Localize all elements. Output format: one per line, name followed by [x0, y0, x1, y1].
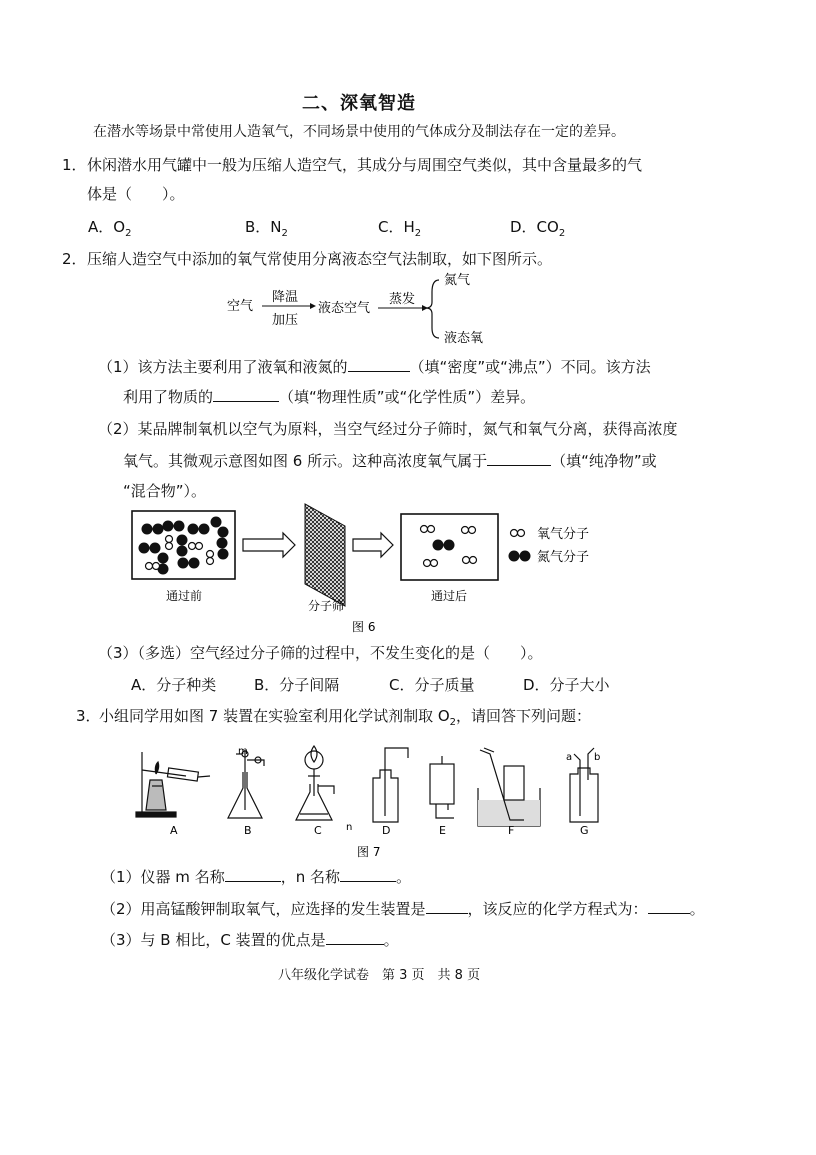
- apparatus-label-c: C: [314, 824, 322, 837]
- q2-p3-option-c[interactable]: C．分子质量: [389, 676, 475, 694]
- flow-evaporate-label: 蒸发: [389, 292, 416, 307]
- section-intro: 在潜水等场景中常使用人造氧气，不同场景中使用的气体成分及制法存在一定的差异。: [93, 124, 625, 140]
- figure-6-caption: 图 6: [352, 620, 376, 634]
- figure-7-caption: 图 7: [357, 845, 381, 859]
- apparatus-c: [296, 746, 334, 820]
- before-label: 通过前: [166, 589, 203, 603]
- apparatus-label-e: E: [439, 824, 446, 837]
- apparatus-label-g: G: [580, 824, 589, 837]
- q1-option-c[interactable]: C．$H_2$: [378, 218, 422, 239]
- arrow-to-sieve: [243, 533, 295, 557]
- flow-liquid-oxygen-label: 液态氧: [444, 331, 484, 346]
- q2-p1-blank-1[interactable]: [348, 357, 410, 372]
- q3-p2-blank-device[interactable]: [426, 899, 468, 914]
- q2-p3-stem: （3）（多选）空气经过分子筛的过程中，不发生变化的是（ ）。: [98, 644, 543, 662]
- flow-liquid-air-label: 液态空气: [318, 301, 371, 316]
- flow-press-label: 加压: [272, 313, 299, 328]
- q2-p1-line2: 利用了物质的 （填“物理性质”或“化学性质”）差异。: [123, 388, 536, 406]
- after-label: 通过后: [431, 589, 468, 603]
- q3-p3: （3）与 B 相比，C 装置的优点是 。: [101, 931, 399, 949]
- q3-p3-blank[interactable]: [326, 930, 384, 945]
- apparatus-label-f: F: [508, 824, 515, 837]
- q3-number: 3．: [76, 707, 101, 725]
- q1-option-a[interactable]: A．$O_2$: [88, 218, 132, 239]
- q2-p2-line1: （2）某品牌制氧机以空气为原料，当空气经过分子筛时，氮气和氧气分离，获得高浓度: [98, 420, 678, 438]
- q3-p2-blank-equation[interactable]: [648, 899, 690, 914]
- flow-cool-label: 降温: [272, 290, 299, 305]
- apparatus-b: [228, 750, 264, 818]
- q2-p3-option-a[interactable]: A．分子种类: [131, 676, 217, 694]
- apparatus-label-d: D: [382, 824, 391, 837]
- apparatus-d: [373, 748, 408, 822]
- q2-p2-blank[interactable]: [487, 451, 551, 466]
- q3-stem: 小组同学用如图 7 装置在实验室利用化学试剂制取 $O_2$，请回答下列问题：: [99, 707, 592, 728]
- separation-flow-diagram: [220, 268, 510, 348]
- flow-brace: [426, 280, 439, 338]
- q3-p1-blank-n[interactable]: [340, 867, 396, 882]
- page-footer: 八年级化学试卷 第 3 页 共 8 页: [278, 968, 481, 983]
- q3-p1: （1）仪器 m 名称 ，n 名称 。: [101, 868, 411, 886]
- q2-stem: 压缩人造空气中添加的氧气常使用分离液态空气法制取，如下图所示。: [87, 250, 553, 268]
- q2-p3-option-d[interactable]: D．分子大小: [523, 676, 610, 694]
- q3-p2: （2）用高锰酸钾制取氧气，应选择的发生装置是 ，该反应的化学方程式为： 。: [101, 900, 705, 918]
- q1-option-b[interactable]: B．$N_2$: [245, 218, 288, 239]
- q1-number: 1．: [62, 156, 87, 174]
- apparatus-e: [430, 756, 454, 818]
- label-n: n: [346, 822, 353, 833]
- section-title: 二、深氧智造: [302, 93, 416, 114]
- figure-7-apparatus: [128, 740, 618, 862]
- q2-p1-blank-2[interactable]: [213, 387, 279, 402]
- q2-number: 2．: [62, 250, 87, 268]
- q2-p1-line1: （1）该方法主要利用了液氧和液氮的 （填“密度”或“沸点”）不同。该方法: [98, 358, 651, 376]
- figure-6-molecular-sieve: [125, 502, 615, 638]
- flow-nitrogen-label: 氮气: [444, 273, 471, 288]
- q1-line2: 体是（ ）。: [87, 185, 185, 203]
- apparatus-f: [478, 748, 540, 826]
- q2-p2-line3: “混合物”）。: [123, 482, 207, 500]
- molecular-sieve: [305, 504, 345, 606]
- legend-oxygen-label: 氧气分子: [537, 527, 590, 542]
- q1-line1: 休闲潜水用气罐中一般为压缩人造空气，其成分与周围空气类似，其中含量最多的气: [87, 156, 643, 174]
- q3-p1-blank-m[interactable]: [225, 867, 281, 882]
- apparatus-a: [136, 752, 210, 817]
- flow-air-label: 空气: [227, 299, 254, 314]
- q2-p3-option-b[interactable]: B．分子间隔: [254, 676, 340, 694]
- sieve-label: 分子筛: [308, 599, 345, 613]
- flow-arrowhead-1: [310, 303, 316, 309]
- label-m: m: [238, 746, 248, 757]
- q2-p2-line2: 氧气。其微观示意图如图 6 所示。这种高浓度氧气属于 （填“纯净物”或: [123, 452, 657, 470]
- legend-nitrogen-label: 氮气分子: [537, 550, 590, 565]
- q1-option-d[interactable]: D．$CO_2$: [510, 218, 566, 239]
- arrow-from-sieve: [353, 533, 393, 557]
- legend-oxygen-icon: [511, 530, 525, 537]
- label-a: a: [566, 752, 573, 763]
- apparatus-label-a: A: [170, 824, 178, 837]
- label-b: b: [594, 752, 601, 763]
- legend-nitrogen-icon: [509, 551, 531, 562]
- apparatus-label-b: B: [244, 824, 252, 837]
